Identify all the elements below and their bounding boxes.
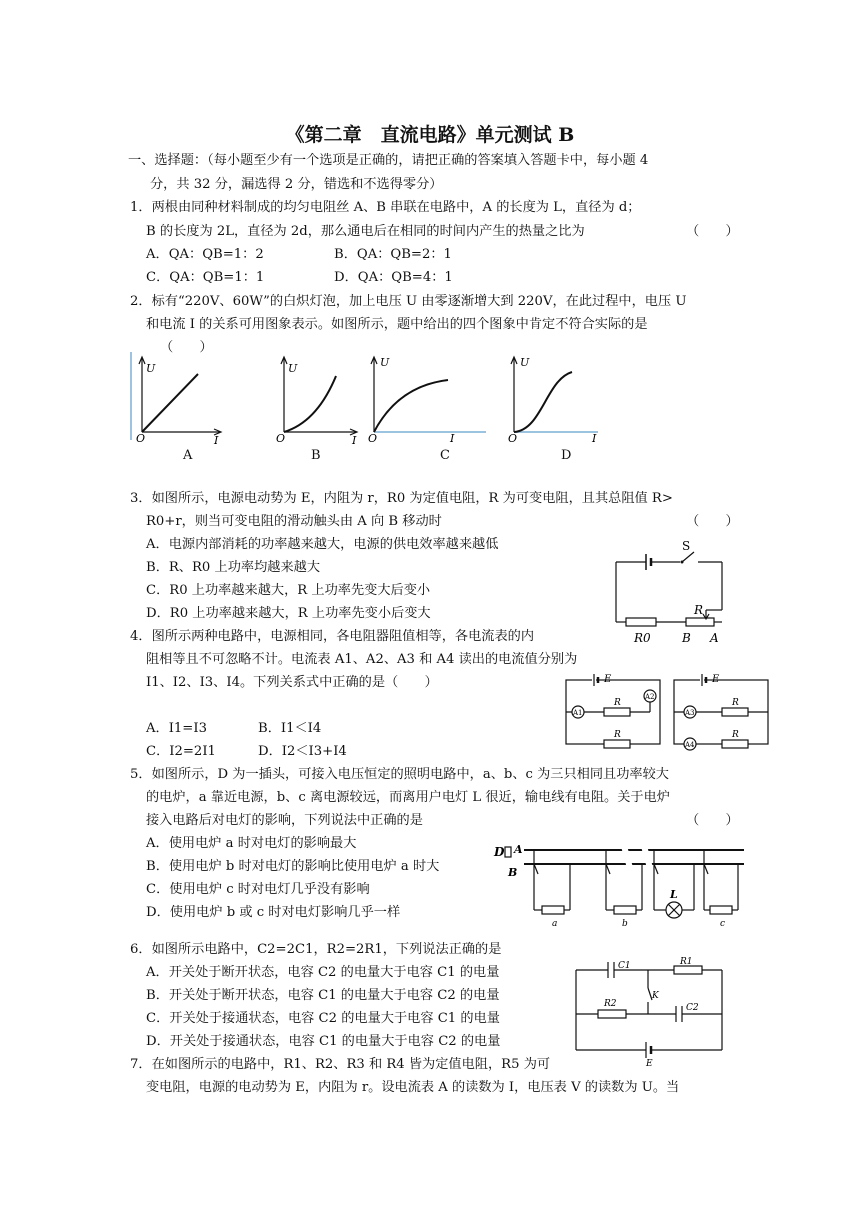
q5-fig-label-heater-a: a [552, 919, 558, 929]
q3-fig-label-r0: R0 [634, 631, 651, 645]
q5-fig-label-lamp: L [670, 888, 678, 901]
q7-stem-cont: 变电阻，电源的电动势为 E，内阻为 r。设电流表 A 的读数为 I，电压表 V 的读数为 U。当 [146, 1080, 680, 1095]
q2-stem: 2．标有“220V、60W”的白炽灯泡，加上电压 U 由零逐渐增大到 220V，在此过程中，电压 U [130, 294, 687, 309]
q6-fig-label-c1: C1 [618, 961, 631, 971]
q4-right-e-label: E [712, 674, 720, 685]
q6-stem: 6．如图所示电路中，C2=2C1，R2=2R1，下列说法正确的是 [130, 942, 502, 957]
q4-option-d: D．I2＜I3+I4 [258, 744, 347, 759]
q3-fig-label-a: A [710, 631, 719, 645]
q2-graph-c-i-label: I [450, 432, 455, 445]
q1-stem-cont: B 的长度为 2L，直径为 2d，那么通电后在相同的时间内产生的热量之比为 [146, 224, 585, 239]
q6-fig-label-k: K [652, 991, 659, 1001]
q3-fig-label-b: B [682, 631, 691, 645]
q1-option-b: B．QA：QB=2：1 [334, 247, 452, 262]
q4-circuit-right [672, 672, 772, 752]
q5-fig-label-b: B [508, 866, 518, 879]
q2-graph-b-o-label: O [276, 432, 286, 445]
q4-right-a3-label: A3 [685, 709, 695, 717]
q6-fig-label-r2: R2 [604, 999, 617, 1009]
q4-option-c: C．I2=2I1 [146, 744, 216, 759]
q2-answer-paren: （ ） [160, 340, 213, 355]
q5-fig-label-heater-c: c [720, 919, 726, 929]
q2-graph-b-u-label: U [288, 362, 298, 375]
q2-graph-d-i-label: I [592, 432, 597, 445]
q3-fig-label-r: R [694, 603, 704, 617]
q3-option-b: B．R、R0 上功率均越来越大 [146, 560, 321, 575]
q1-stem: 1．两根由同种材料制成的均匀电阻丝 A、B 串联在电路中，A 的长度为 L，直径为 d； [130, 200, 641, 215]
q2-graph-c-u-label: U [380, 356, 390, 369]
q2-graph-d [508, 350, 608, 445]
q7-stem: 7．在如图所示的电路中，R1、R2、R3 和 R4 皆为定值电阻，R5 为可 [130, 1057, 551, 1072]
q4-left-r1-label: R [614, 698, 621, 708]
q2-graph-a [128, 352, 228, 447]
q5-circuit-diagram [494, 840, 746, 929]
page-title: 《第二章 直流电路》单元测试 B [285, 124, 575, 146]
section-heading: 一、选择题：（每小题至少有一个选项是正确的，请把正确的答案填入答题卡中，每小题 4 [128, 153, 649, 168]
q2-graph-a-label: A [183, 448, 193, 463]
q4-left-a2-label: A2 [645, 693, 655, 701]
q1-option-c: C．QA：QB=1：1 [146, 270, 265, 285]
q4-right-r1-label: R [732, 698, 739, 708]
q5-stem-cont: 的电炉，a 靠近电源，b、c 离电源较远，而离用户电灯 L 很近，输电线有电阻。关于电炉 [146, 790, 670, 805]
q2-graph-d-o-label: O [508, 432, 518, 445]
q4-option-b: B．I1＜I4 [258, 721, 322, 736]
q3-fig-label-s: S [682, 539, 691, 553]
q5-option-a: A．使用电炉 a 时对电灯的影响最大 [146, 836, 357, 851]
q5-answer-paren: （ ） [686, 813, 739, 828]
q6-fig-label-r1: R1 [680, 957, 693, 967]
q4-stem: 4．图所示两种电路中，电源相同，各电阻器阻值相等，各电流表的内 [130, 629, 535, 644]
q4-right-r2-label: R [732, 730, 739, 740]
q2-graph-d-u-label: U [520, 356, 530, 369]
q6-option-a: A．开关处于断开状态，电容 C2 的电量大于电容 C1 的电量 [146, 965, 500, 980]
q5-option-c: C．使用电炉 c 时对电灯几乎没有影响 [146, 882, 370, 897]
q4-right-a4-label: A4 [685, 741, 695, 749]
q2-graph-c-label: C [440, 448, 450, 463]
q6-circuit-diagram [572, 957, 726, 1069]
q4-option-a: A．I1=I3 [146, 721, 207, 736]
q1-answer-paren: （ ） [686, 224, 739, 239]
q4-left-a1-label: A1 [573, 709, 583, 717]
q5-stem: 5．如图所示，D 为一插头，可接入电压恒定的照明电路中，a、b、c 为三只相同且功率较大 [130, 767, 669, 782]
q2-graph-d-label: D [561, 448, 572, 463]
q3-option-c: C．R0 上功率越来越大，R 上功率先变大后变小 [146, 583, 431, 598]
q2-graph-c-o-label: O [368, 432, 378, 445]
q5-stem-cont2: 接入电路后对电灯的影响，下列说法中正确的是 [146, 813, 423, 828]
q4-circuit-left [564, 672, 664, 748]
q5-option-d: D．使用电炉 b 或 c 时对电灯影响几乎一样 [146, 905, 401, 920]
q4-left-r2-label: R [614, 730, 621, 740]
q5-option-b: B．使用电炉 b 时对电灯的影响比使用电炉 a 时大 [146, 859, 440, 874]
q2-stem-cont: 和电流 I 的关系可用图象表示。如图所示，题中给出的四个图象中肯定不符合实际的是 [146, 317, 648, 332]
q3-stem-cont: R0+r，则当可变电阻的滑动触头由 A 向 B 移动时 [146, 514, 442, 529]
q3-option-a: A．电源内部消耗的功率越来越大，电源的供电效率越来越低 [146, 537, 499, 552]
q3-circuit-diagram [610, 539, 730, 645]
q6-fig-label-e: E [646, 1059, 653, 1069]
section-heading-cont: 分，共 32 分，漏选得 2 分，错选和不选得零分） [150, 177, 443, 192]
q1-option-a: A．QA：QB=1：2 [146, 247, 264, 262]
q4-stem-cont: 阻相等且不可忽略不计。电流表 A1、A2、A3 和 A4 读出的电流值分别为 [146, 652, 578, 667]
q5-fig-label-a: A [514, 843, 523, 856]
q2-graph-a-i-label: I [214, 434, 219, 447]
q3-stem: 3．如图所示，电源电动势为 E，内阻为 r，R0 为定值电阻，R 为可变电阻，且其总阻值 R> [130, 491, 673, 506]
q6-option-c: C．开关处于接通状态，电容 C2 的电量大于电容 C1 的电量 [146, 1011, 500, 1026]
q6-fig-label-c2: C2 [686, 1003, 699, 1013]
q3-answer-paren: （ ） [686, 514, 739, 529]
q1-option-d: D．QA：QB=4：1 [334, 270, 453, 285]
q4-stem-cont2: I1、I2、I3、I4。下列关系式中正确的是（ ） [146, 675, 438, 690]
q2-graph-b [272, 352, 362, 447]
q3-option-d: D．R0 上功率越来越大，R 上功率先变小后变大 [146, 606, 431, 621]
q6-option-d: D．开关处于接通状态，电容 C1 的电量大于电容 C2 的电量 [146, 1034, 501, 1049]
q5-fig-label-heater-b: b [622, 919, 628, 929]
q2-graph-a-o-label: O [136, 432, 146, 445]
q6-option-b: B．开关处于断开状态，电容 C1 的电量大于电容 C2 的电量 [146, 988, 500, 1003]
q4-left-e-label: E [604, 674, 612, 685]
q2-graph-b-label: B [311, 448, 321, 463]
q2-graph-c [368, 350, 488, 445]
q5-fig-label-d: D [494, 845, 505, 859]
q2-graph-b-i-label: I [352, 434, 357, 447]
q2-graph-a-u-label: U [146, 362, 156, 375]
